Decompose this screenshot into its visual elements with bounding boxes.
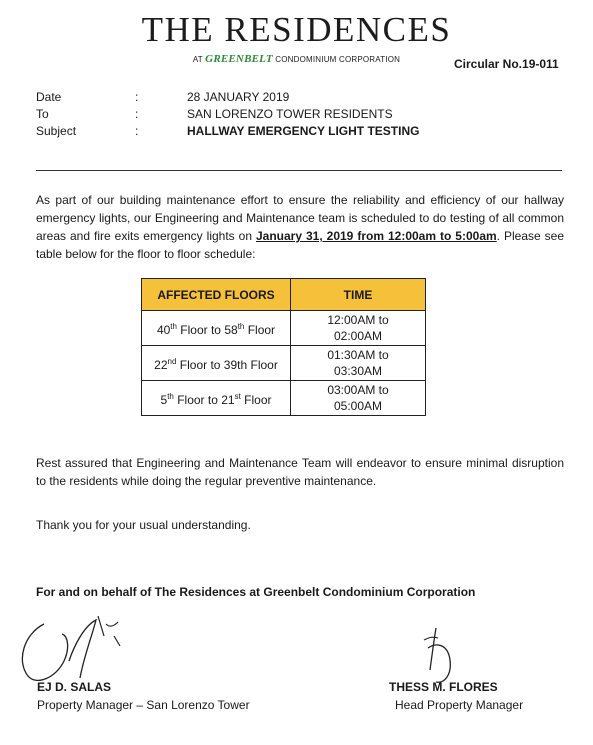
subject-colon: :: [135, 124, 139, 138]
letterhead-brand: GREENBELT: [205, 53, 273, 65]
floor-end: Floor: [244, 322, 276, 337]
circular-number: Circular No.19-011: [454, 57, 559, 71]
letterhead-corp: CONDOMINIUM CORPORATION: [275, 55, 401, 64]
letterhead-at: AT: [192, 55, 203, 64]
floors-cell: [142, 381, 291, 416]
floors-cell: [142, 311, 291, 346]
from-floor: 22: [154, 357, 168, 372]
header-time: TIME: [291, 279, 426, 311]
to-colon: :: [135, 107, 139, 121]
header-divider: [36, 170, 562, 171]
from-suffix: nd: [167, 356, 177, 366]
floor-connector: Floor to: [176, 357, 224, 372]
to-floor: 39th Floor: [223, 357, 278, 372]
table-row: [142, 381, 426, 416]
time-end: 05:00AM: [333, 399, 383, 413]
to-label: To: [36, 107, 49, 121]
subject-value: HALLWAY EMERGENCY LIGHT TESTING: [187, 124, 420, 138]
letterhead-title: THE RESIDENCES: [141, 10, 452, 49]
from-floor: 40: [156, 322, 171, 337]
intro-paragraph: [36, 191, 564, 263]
table-header-row: [142, 279, 426, 311]
table-row: [142, 311, 426, 346]
date-label: Date: [36, 90, 62, 104]
to-value: SAN LORENZO TOWER RESIDENTS: [187, 107, 393, 121]
on-behalf-line: For and on behalf of The Residences at Greenbelt Condominium Corporation: [36, 585, 476, 599]
signer-title-salas: Property Manager – San Lorenzo Tower: [37, 698, 250, 712]
date-value: 28 JANUARY 2019: [187, 90, 290, 104]
time-end: 03:30AM: [333, 364, 383, 378]
time-start: 03:00AM to: [327, 383, 389, 397]
signer-name-flores: THESS M. FLORES: [389, 680, 498, 694]
time-end: 02:00AM: [333, 329, 383, 343]
signer-title-flores: Head Property Manager: [395, 698, 524, 712]
signer-name-salas: EJ D. SALAS: [37, 680, 112, 694]
date-colon: :: [135, 90, 139, 104]
intro-tail: . Please see table below for the floor to floor schedule:: [36, 229, 565, 261]
to-floor: 58: [224, 322, 238, 337]
thanks-line: Thank you for your usual understanding.: [36, 518, 251, 532]
to-suffix: st: [234, 391, 241, 401]
floor-connector: Floor to: [176, 322, 225, 337]
subject-label: Subject: [36, 124, 77, 138]
to-suffix: th: [237, 321, 245, 331]
schedule-highlight: January 31, 2019 from 12:00am to 5:00am: [255, 229, 497, 243]
floor-connector: Floor to: [173, 392, 222, 407]
assurance-paragraph: Rest assured that Engineering and Maintenance Team will endeavor to ensure minimal disruption to the residents while doing the regular preventive maintenance.: [36, 456, 564, 488]
table-row: [142, 346, 426, 381]
floors-cell: [142, 346, 291, 381]
from-suffix: th: [170, 321, 177, 331]
time-cell: [291, 346, 426, 381]
time-start: 12:00AM to: [327, 313, 389, 327]
from-floor: 5: [160, 392, 168, 407]
to-floor: 21: [221, 392, 235, 407]
floor-end: Floor: [240, 392, 272, 407]
schedule-table: [141, 278, 426, 416]
time-cell: [291, 381, 426, 416]
time-cell: [291, 311, 426, 346]
time-start: 01:30AM to: [327, 348, 389, 362]
intro-lead: As part of our building maintenance effort to ensure the reliability and efficiency of our hallway emergency lights, our Engineering and Maintenance team is scheduled to do testing of all common areas and fire exits emergency lights on: [36, 193, 564, 243]
from-suffix: th: [167, 391, 174, 401]
header-affected-floors: AFFECTED FLOORS: [142, 279, 291, 311]
